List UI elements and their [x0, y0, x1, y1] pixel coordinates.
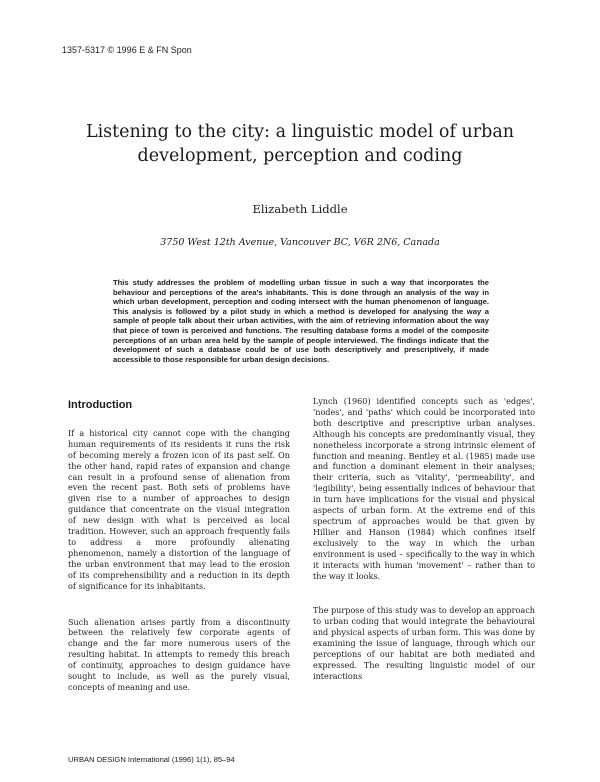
- journal-citation-footer: URBAN DESIGN International (1996) 1(1), 85–94: [68, 755, 235, 764]
- left-column: [68, 396, 290, 693]
- paragraph: Such alienation arises partly from a discontinuity between the relatively few corporate agents of change and the far more numerous users of the resulting habitat. In attempts to remedy this breach of continuity, approaches to design guidance have sought to include, as well as the purely visual, concepts of meaning and use.: [68, 616, 290, 692]
- author-name: Elizabeth Liddle: [252, 202, 348, 216]
- paragraph: Lynch (1960) identified concepts such as 'edges', 'nodes', and 'paths' which could be incorporated into both descriptive and prescriptive urban analyses. Although his concepts are predominantly visual, they nonetheless incorporate a strong intrinsic element of function and meaning. Bentley et al. (1985) made use and function a dominant element in their analyses; their criteria, such as 'vitality', 'permeability', and 'legibility', being essentially indices of behaviour that in turn have implications for the visual and physical aspects of urban form. At the extreme end of this spectrum of approaches would be that given by Hillier and Hanson (1984) which confines itself exclusively to the way in which the urban environment is used – specifically to the way in which it interacts with human 'movement' – rather than to the way it looks.: [313, 396, 535, 581]
- article-title: [60, 120, 540, 168]
- journal-code: 1357-5317 © 1996 E & FN Spon: [62, 45, 192, 55]
- paragraph: The purpose of this study was to develop an approach to urban coding that would integrate the behavioural and physical aspects of urban form. This was done by examining the issue of language, through which our perceptions of our habitat are both mediated and expressed. The resulting linguistic model of our interactions: [313, 605, 535, 681]
- article-title-line-2: development, perception and coding: [137, 146, 463, 166]
- author-affiliation: 3750 West 12th Avenue, Vancouver BC, V6R 2N6, Canada: [160, 237, 440, 248]
- right-column: [313, 396, 535, 682]
- section-heading: Introduction: [68, 399, 133, 411]
- paragraph: If a historical city cannot cope with the changing human requirements of its residents it runs the risk of becoming merely a frozen icon of its past self. On the other hand, rapid rates of expansion and change can result in a profound sense of alienation from even the recent past. Both sets of problems have given rise to a number of approaches to design guidance that concentrate on the visual integration of new design with what is perceived as local tradition. However, such an approach frequently fails to address a more profoundly alienating phenomenon, namely a distortion of the language of the urban environment that may lead to the erosion of its comprehensibility and a reduction in its depth of significance for its inhabitants.: [68, 427, 290, 591]
- abstract: This study addresses the problem of modelling urban tissue in such a way that incorporates the behaviour and perceptions of the area's inhabitants. This is done through an analysis of the way in which urban development, perception and coding intersect with the human phenomenon of language. This analysis is followed by a pilot study in which a method is developed for analysing the way a sample of people talk about their urban activities, with the aim of retrieving information about the way that piece of town is perceived and functions. The resulting database forms a model of the composite perceptions of an urban area held by the sample of people interviewed. The findings indicate that the development of such a database could be of use both descriptively and prescriptively, if made accessible to those responsible for urban design decisions.: [113, 278, 489, 364]
- article-title-line-1: Listening to the city: a linguistic model of urban: [85, 122, 515, 142]
